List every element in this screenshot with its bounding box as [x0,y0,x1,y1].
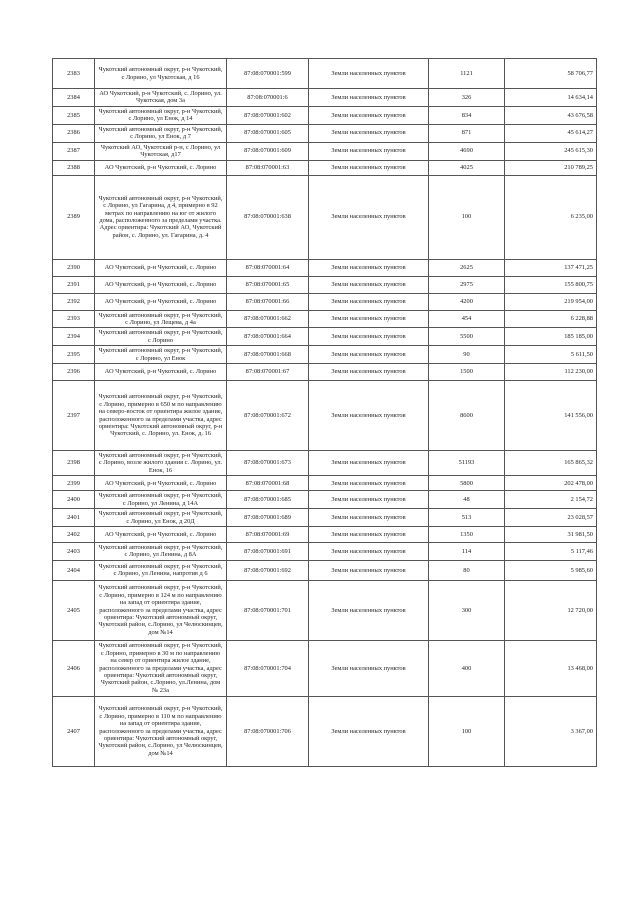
cell-cadastral-value: 185 185,00 [505,328,597,346]
cell-row-number: 2407 [53,696,95,766]
table-row [53,89,597,107]
table-row [53,346,597,364]
cell-cadastral-value: 5 985,60 [505,560,597,580]
cell-address: Чукотский автономный округ, р-н Чукотский, с Лорино, ул Лещева, д 4а [95,310,227,328]
cell-land-category: Земли населенных пунктов [309,381,429,451]
cell-land-category: Земли населенных пунктов [309,451,429,476]
cell-cadastral-number: 87:08:070001:668 [227,346,309,364]
cell-cadastral-number: 87:08:070001:692 [227,560,309,580]
cell-land-category: Земли населенных пунктов [309,310,429,328]
cell-cadastral-value: 245 615,30 [505,142,597,160]
cell-cadastral-value: 6 228,88 [505,310,597,328]
cell-address: Чукотский АО, Чукотский р-н, с Лорино, ул Чукотская, д17 [95,142,227,160]
cell-cadastral-number: 87:08:070001:673 [227,451,309,476]
cell-area: 1350 [429,527,505,543]
cell-row-number: 2402 [53,527,95,543]
cell-cadastral-number: 87:08:070001:65 [227,276,309,293]
cell-row-number: 2401 [53,509,95,527]
cell-address: Чукотский автономный округ, р-н Чукотский, с Лорино, ул Гагарина, д 4, примерно в 92 метрах по направлению на юг от жилого дома, расположенного за пределами участка. Адрес ориентира: Чукотский АО, Чукотский район, с. Лорино, ул. Гагарина, д. 4 [95,175,227,259]
cell-address: Чукотский автономный округ, р-н Чукотский, с Лорино, ул Енок, д 20Д [95,509,227,527]
cell-cadastral-number: 87:08:070001:64 [227,259,309,276]
cell-address: Чукотский автономный округ, р-н Чукотский, с Лорино, ул Енок, д 7 [95,124,227,142]
cell-address: АО Чукотский, р-н Чукотский, с. Лорино [95,293,227,310]
table-row [53,543,597,561]
cell-land-category: Земли населенных пунктов [309,259,429,276]
cell-address: Чукотский автономный округ, р-н Чукотский, с Лорино, ул Чукотская, д 16 [95,59,227,89]
cell-cadastral-value: 3 367,00 [505,696,597,766]
cell-cadastral-number: 87:08:070001:701 [227,580,309,640]
cell-land-category: Земли населенных пунктов [309,640,429,696]
cell-cadastral-value: 137 471,25 [505,259,597,276]
cell-cadastral-number: 87:08:070001:662 [227,310,309,328]
cell-address: Чукотский автономный округ, р-н Чукотский, с Лорино, примерно в 110 м по направлению на запад от ориентира здание, расположенного за пределами участка, адрес ориентира: Чукотский автономный округ, Чукотский район, с.Лорино, ул Челюскинцев, дом №14 [95,696,227,766]
cell-row-number: 2390 [53,259,95,276]
cell-address: Чукотский автономный округ, р-н Чукотский, с Лорино [95,328,227,346]
cell-land-category: Земли населенных пунктов [309,328,429,346]
cell-land-category: Земли населенных пунктов [309,696,429,766]
cell-row-number: 2406 [53,640,95,696]
cell-address: АО Чукотский, р-н Чукотский, с. Лорино [95,259,227,276]
cell-cadastral-value: 43 676,58 [505,106,597,124]
cell-area: 80 [429,560,505,580]
cell-land-category: Земли населенных пунктов [309,491,429,509]
cell-row-number: 2385 [53,106,95,124]
cell-area: 48 [429,491,505,509]
cell-area: 100 [429,696,505,766]
cell-row-number: 2403 [53,543,95,561]
cell-cadastral-value: 31 981,50 [505,527,597,543]
cell-address: Чукотский автономный округ, р-н Чукотский, с Лорино, ул Ленина, д 8А [95,543,227,561]
table-row [53,527,597,543]
cell-cadastral-value: 13 468,00 [505,640,597,696]
cell-row-number: 2386 [53,124,95,142]
cell-cadastral-number: 87:08:070001:6 [227,89,309,107]
cell-cadastral-number: 87:08:070001:685 [227,491,309,509]
table-row [53,106,597,124]
cell-row-number: 2393 [53,310,95,328]
cell-row-number: 2395 [53,346,95,364]
cell-row-number: 2397 [53,381,95,451]
cell-area: 4025 [429,160,505,175]
cell-area: 1500 [429,364,505,381]
cell-cadastral-value: 165 865,32 [505,451,597,476]
table-row [53,451,597,476]
cell-row-number: 2387 [53,142,95,160]
cell-cadastral-value: 141 556,00 [505,381,597,451]
cell-cadastral-value: 155 800,75 [505,276,597,293]
cell-area: 400 [429,640,505,696]
table-row [53,175,597,259]
table-row [53,364,597,381]
cell-area: 4200 [429,293,505,310]
cell-cadastral-number: 87:08:070001:605 [227,124,309,142]
cell-address: АО Чукотский, р-н Чукотский, с. Лорино [95,476,227,491]
cell-land-category: Земли населенных пунктов [309,560,429,580]
cell-address: АО Чукотский, р-н Чукотский, с. Лорино [95,527,227,543]
cell-cadastral-value: 23 028,57 [505,509,597,527]
cell-address: Чукотский автономный округ, р-н Чукотский, с Лорино, примерно в 650 м по направлению на северо-восток от ориентира жилое здание, расположенного за пределами участка, адрес ориентира: Чукотский автономный округ, р-н Чукотский, с. Лорино, ул. Енок, д. 16 [95,381,227,451]
cell-area: 100 [429,175,505,259]
cell-address: АО Чукотский, р-н Чукотский, с. Лорино [95,364,227,381]
table-row [53,491,597,509]
cell-land-category: Земли населенных пунктов [309,580,429,640]
cell-area: 326 [429,89,505,107]
cell-address: Чукотский автономный округ, р-н Чукотский, с Лорино, ул Енок, д 14 [95,106,227,124]
cell-cadastral-number: 87:08:070001:664 [227,328,309,346]
cell-cadastral-number: 87:08:070001:599 [227,59,309,89]
land-registry-table [52,58,597,767]
cell-cadastral-value: 14 634,14 [505,89,597,107]
cell-area: 513 [429,509,505,527]
cell-cadastral-value: 210 789,25 [505,160,597,175]
cell-cadastral-number: 87:08:070001:638 [227,175,309,259]
table-row [53,560,597,580]
cell-land-category: Земли населенных пунктов [309,142,429,160]
cell-area: 2975 [429,276,505,293]
cell-land-category: Земли населенных пунктов [309,543,429,561]
cell-cadastral-number: 87:08:070001:68 [227,476,309,491]
cell-row-number: 2391 [53,276,95,293]
cell-row-number: 2398 [53,451,95,476]
cell-area: 51193 [429,451,505,476]
cell-cadastral-number: 87:08:070001:689 [227,509,309,527]
cell-address: Чукотский автономный округ, р-н Чукотский, с Лорино, ул Ленина, д 14А [95,491,227,509]
cell-cadastral-number: 87:08:070001:63 [227,160,309,175]
cell-area: 454 [429,310,505,328]
cell-area: 5800 [429,476,505,491]
cell-area: 1121 [429,59,505,89]
cell-cadastral-value: 202 478,00 [505,476,597,491]
cell-cadastral-value: 12 720,00 [505,580,597,640]
table-row [53,142,597,160]
table-body [53,59,597,767]
cell-land-category: Земли населенных пунктов [309,175,429,259]
cell-area: 834 [429,106,505,124]
cell-cadastral-value: 2 154,72 [505,491,597,509]
cell-address: Чукотский автономный округ, р-н Чукотский, с Лорино, примерно в 30 м по направлению на север от ориентира жилое здание, расположенного за пределами участка, адрес ориентира: Чукотский автономный округ, Чукотский район, с.Лорино, ул.Ленина, дом № 23а [95,640,227,696]
cell-row-number: 2399 [53,476,95,491]
cell-area: 5500 [429,328,505,346]
cell-cadastral-value: 45 614,27 [505,124,597,142]
table-row [53,696,597,766]
cell-cadastral-value: 58 706,77 [505,59,597,89]
cell-cadastral-number: 87:08:070001:602 [227,106,309,124]
cell-area: 300 [429,580,505,640]
cell-cadastral-number: 87:08:070001:66 [227,293,309,310]
cell-address: АО Чукотский, р-н Чукотский, с. Лорино [95,276,227,293]
cell-cadastral-value: 219 954,00 [505,293,597,310]
table-row [53,59,597,89]
table-row [53,509,597,527]
cell-cadastral-number: 87:08:070001:706 [227,696,309,766]
table-row [53,276,597,293]
table-row [53,160,597,175]
table-row [53,580,597,640]
table-row [53,328,597,346]
cell-row-number: 2404 [53,560,95,580]
cell-row-number: 2388 [53,160,95,175]
cell-area: 4690 [429,142,505,160]
cell-land-category: Земли населенных пунктов [309,364,429,381]
cell-address: Чукотский автономный округ, р-н Чукотский, с Лорино, возле жилого здания с. Лорино, ул. Енок, 16 [95,451,227,476]
cell-land-category: Земли населенных пунктов [309,293,429,310]
cell-land-category: Земли населенных пунктов [309,527,429,543]
table-row [53,476,597,491]
table-row [53,640,597,696]
cell-cadastral-number: 87:08:070001:69 [227,527,309,543]
cell-cadastral-value: 6 235,00 [505,175,597,259]
cell-land-category: Земли населенных пунктов [309,276,429,293]
table-row [53,381,597,451]
cell-row-number: 2394 [53,328,95,346]
cell-row-number: 2396 [53,364,95,381]
cell-cadastral-number: 87:08:070001:704 [227,640,309,696]
cell-row-number: 2400 [53,491,95,509]
cell-cadastral-number: 87:08:070001:672 [227,381,309,451]
cell-area: 114 [429,543,505,561]
cell-cadastral-number: 87:08:070001:691 [227,543,309,561]
cell-address: АО Чукотский, р-н Чукотский, с. Лорино, ул. Чукотская, дом 3а [95,89,227,107]
table-row [53,293,597,310]
cell-land-category: Земли населенных пунктов [309,346,429,364]
cell-cadastral-value: 112 230,00 [505,364,597,381]
cell-land-category: Земли населенных пунктов [309,160,429,175]
cell-cadastral-value: 5 611,50 [505,346,597,364]
table-row [53,259,597,276]
cell-cadastral-number: 87:08:070001:67 [227,364,309,381]
cell-address: Чукотский автономный округ, р-н Чукотский, с Лорино, ул Енок [95,346,227,364]
cell-row-number: 2384 [53,89,95,107]
cell-area: 8600 [429,381,505,451]
cell-land-category: Земли населенных пунктов [309,476,429,491]
cell-land-category: Земли населенных пунктов [309,89,429,107]
cell-land-category: Земли населенных пунктов [309,124,429,142]
cell-row-number: 2392 [53,293,95,310]
cell-cadastral-number: 87:08:070001:609 [227,142,309,160]
table-row [53,124,597,142]
cell-address: Чукотский автономный округ, р-н Чукотский, с Лорино, примерно в 124 м по направлению на запад от ориентира здание, расположенного за пределами участка, адрес ориентира: Чукотский автономный округ, Чукотский район, с.Лорино, ул Челюскинцев, дом №14 [95,580,227,640]
cell-land-category: Земли населенных пунктов [309,509,429,527]
cell-land-category: Земли населенных пунктов [309,59,429,89]
table-row [53,310,597,328]
cell-land-category: Земли населенных пунктов [309,106,429,124]
cell-row-number: 2389 [53,175,95,259]
cell-row-number: 2405 [53,580,95,640]
cell-address: АО Чукотский, р-н Чукотский, с. Лорино [95,160,227,175]
cell-area: 2625 [429,259,505,276]
cell-address: Чукотский автономный округ, р-н Чукотский, с Лорино, ул Ленина, напротив д 6 [95,560,227,580]
cell-area: 871 [429,124,505,142]
cell-row-number: 2383 [53,59,95,89]
cell-area: 90 [429,346,505,364]
cell-cadastral-value: 5 117,46 [505,543,597,561]
